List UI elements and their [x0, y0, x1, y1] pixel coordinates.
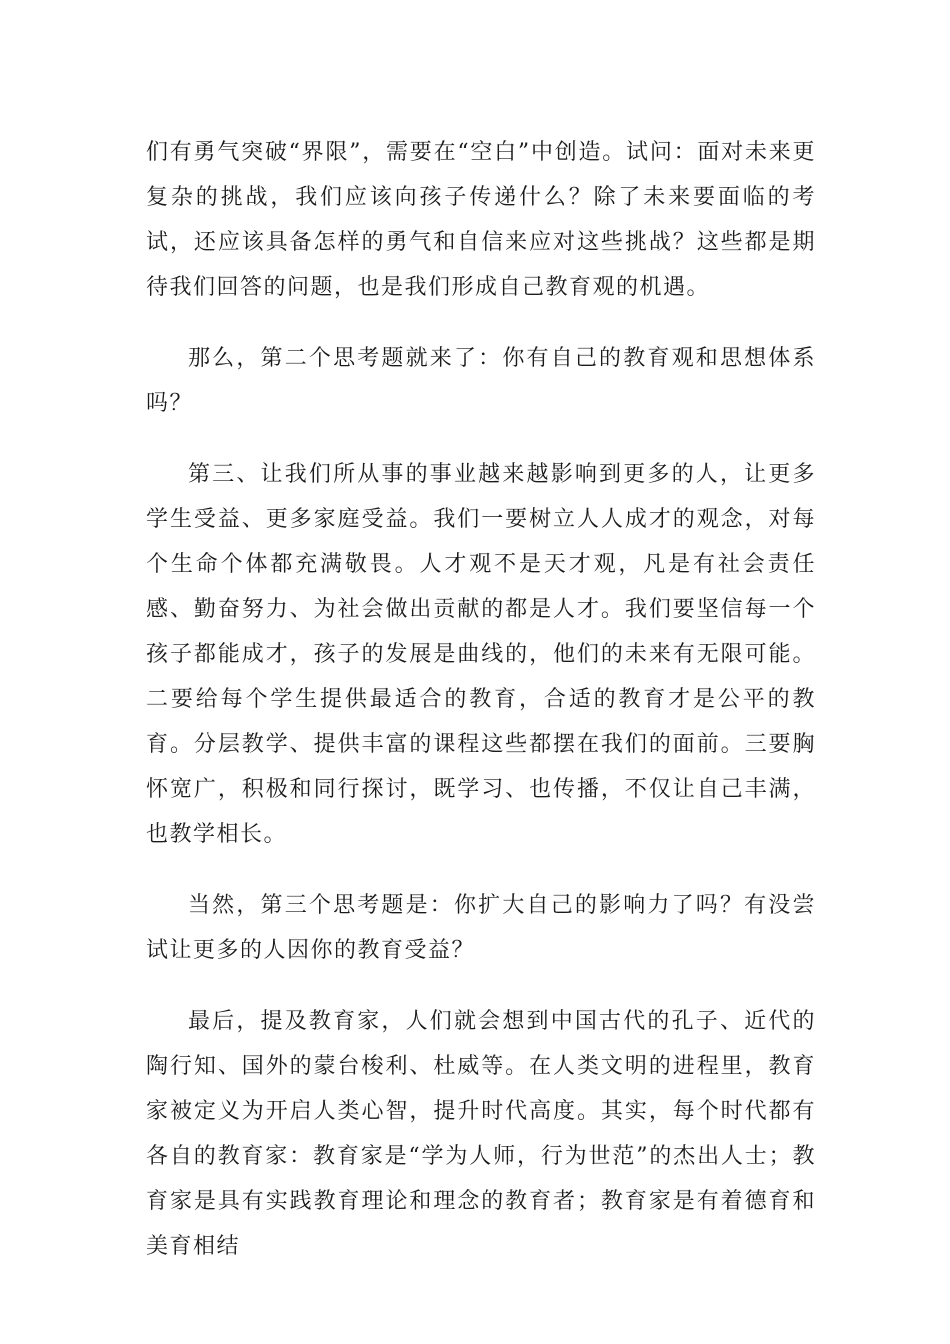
- paragraph-gap: [146, 310, 816, 336]
- paragraph-question-three: 当然，第三个思考题是：你扩大自己的影响力了吗？有没尝试让更多的人因你的教育受益？: [146, 893, 816, 963]
- paragraph-gap: [146, 426, 816, 452]
- paragraph-question-two: 那么，第二个思考题就来了：你有自己的教育观和思想体系吗？: [146, 346, 816, 416]
- paragraph-continuation: 们有勇气突破“界限”，需要在“空白”中创造。试问：面对未来更复杂的挑战，我们应该向孩子传递什么？除了未来要面临的考试，还应该具备怎样的勇气和自信来应对这些挑战？这些都是期待我们回答的问题，也是我们形成自己教育观的机遇。: [146, 140, 816, 300]
- paragraph-point-three: 第三、让我们所从事的事业越来越影响到更多的人，让更多学生受益、更多家庭受益。我们一要树立人人成才的观念，对每个生命个体都充满敬畏。人才观不是天才观，凡是有社会责任感、勤奋努力、为社会做出贡献的都是人才。我们要坚信每一个孩子都能成才，孩子的发展是曲线的，他们的未来有无限可能。二要给每个学生提供最适合的教育，合适的教育才是公平的教育。分层教学、提供丰富的课程这些都摆在我们的面前。三要胸怀宽广，积极和同行探讨，既学习、也传播，不仅让自己丰满，也教学相长。: [146, 462, 816, 847]
- document-body: [146, 130, 816, 1269]
- paragraph-educator: 最后，提及教育家，人们就会想到中国古代的孔子、近代的陶行知、国外的蒙台梭利、杜威等。在人类文明的进程里，教育家被定义为开启人类心智，提升时代高度。其实，每个时代都有各自的教育家：教育家是“学为人师，行为世范”的杰出人士；教育家是具有实践教育理论和理念的教育者；教育家是有着德育和美育相结: [146, 1009, 816, 1259]
- paragraph-gap: [146, 973, 816, 999]
- paragraph-gap: [146, 857, 816, 883]
